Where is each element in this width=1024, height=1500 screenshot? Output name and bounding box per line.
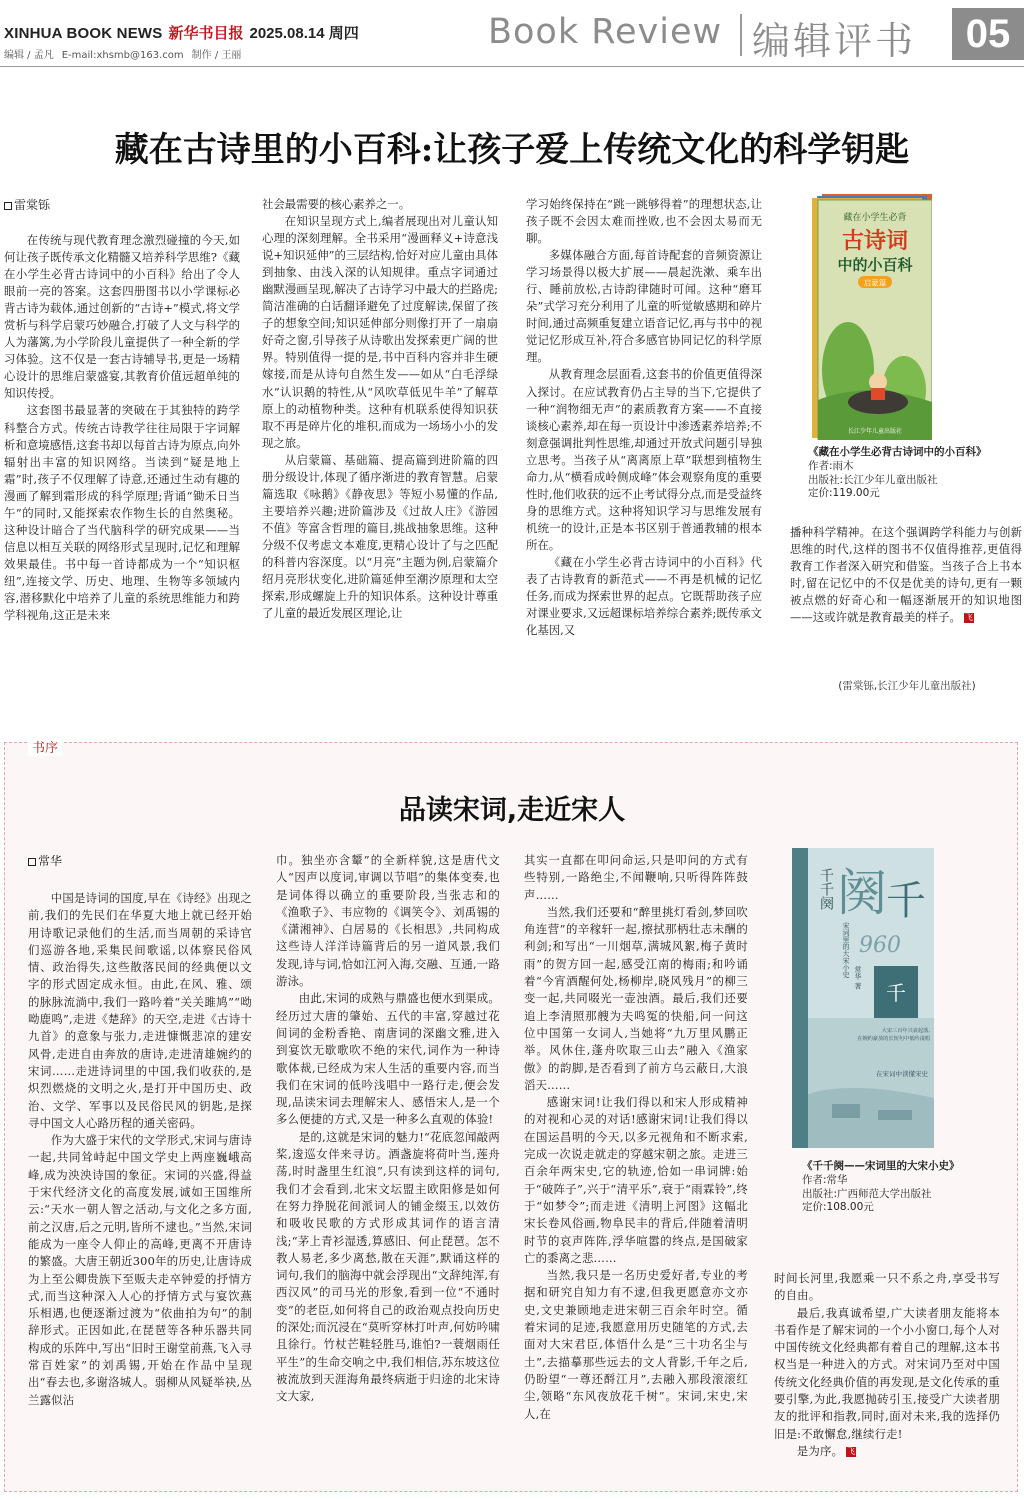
cover2-big-char-3: 千 — [886, 981, 906, 1005]
masthead-rule — [0, 66, 1024, 67]
book2-author: 作者:常华 — [802, 1173, 848, 1186]
cover2-tagline: 在宋词中读懂宋史 — [876, 1070, 928, 1078]
masthead — [0, 0, 1024, 70]
paragraph: 作为大盛于宋代的文学形式,宋词与唐诗一起,共同耸峙起中国文学史上两座巍峨高峰,成为泱泱诗国的象征。宋词的兴盛,得益于宋代经济文化的高度发展,诚如王国维所云:“天水一朝人智之活动,与文化之多方面,前之汉唐,后之元明,皆所不逮也。”当然,宋词能成为一座令人仰止的高峰,更离不开唐诗的繁盛。大唐王朝近300年的历史,让唐诗成为上至公卿贵族下至贩夫走卒钟爱的抒情方式,而当这种深入人心的抒情方式与宴饮燕乐相遇,也便逐渐过渡为“依曲拍为句”的制辞形式。正因如此,在琵琶等各种乐器共同构成的乐阵中,写出“旧时王谢堂前燕,飞入寻常百姓家”的刘禹锡,开始在作品中呈现出“春去也,多谢洛城人。弱柳从风疑举袂,丛兰露似沾 — [28, 1133, 252, 1407]
section-name-en: Book Review — [488, 12, 723, 52]
cover1-publisher: 长江少年儿童出版社 — [847, 428, 903, 435]
issue-date: 2025.08.14 周四 — [249, 25, 359, 42]
paragraph: 最后,我真诚希望,广大读者朋友能将本书看作是了解宋词的一个小小窗口,每个人对中国传统文化经典都有着自己的理解,这本书权当是一种进入的方式。对宋词乃至对中国传统文化经典价值的再发现,是文化传承的重要引擎,为此,我愿抛砖引玉,接受广大读者朋友的批评和指教,同时,面对未来,我的选择仍旧是:不敢懈怠,继续行走! — [774, 1305, 1000, 1441]
book1-price: 定价:119.00元 — [808, 487, 880, 500]
paragraph — [790, 524, 1022, 626]
article2-title: 品读宋词,走近宋人 — [398, 795, 626, 826]
cover2-number: 960 — [859, 933, 901, 958]
cover2-big-char-2: 千 — [886, 878, 926, 924]
paragraph: 在知识呈现方式上,编者展现出对儿童认知心理的深刻理解。全书采用“漫画释义+诗意浅说+知识延伸”的三层结构,恰好对应儿童由具体到抽象、由浅入深的认知规律。重点字词通过幽默漫画呈现,解决了古诗学习中最大的拦路虎;简洁准确的白话翻译避免了过度解读,保留了孩子的想象空间;知识延伸部分则像打开了一扇扇好奇之窗,引导孩子从诗歌出发探索更广阔的世界。特别值得一提的是,书中百科内容并非生硬嫁接,而是从诗句自然生发——如从“白毛浮绿水”认识鹅的特性,从“风吹草低见牛羊”了解草原上的动植物种类。这种有机联系使得知识获取不再是碎片化的堆积,而成为一场场小小的发现之旅。 — [262, 214, 498, 450]
email-credit: E-mail:xhsmb@163.com — [61, 50, 184, 61]
byline-box-icon — [28, 858, 36, 866]
byline-box-icon — [4, 202, 12, 210]
book2-title: 《千千阕——宋词里的大宋小史》 — [802, 1160, 960, 1172]
paragraph: 感谢宋词!让我们得以和宋人形成精神的对视和心灵的对话!感谢宋词!让我们得以在国运昌明的今天,以多元视角和不断求索,完成一次说走就走的穿越宋朝之旅。走进三百余年两宋史,它的轨迹,恰如一串词牌:始于“破阵子”,兴于“清平乐”,衰于“雨霖铃”,终于“如梦令”;而走进《清明上河图》这幅北宋长卷风俗画,物阜民丰的背后,伴随着清明时节的哀声阵阵,浮华喧嚣的终点,是国破家亡的黍离之悲…… — [524, 1095, 748, 1265]
paragraph — [774, 1443, 1000, 1460]
book1-publisher: 出版社:长江少年儿童出版社 — [808, 473, 938, 486]
article1-column-4 — [790, 524, 1022, 660]
article1-byline — [4, 196, 50, 213]
article1-author-credit: (雷棠铄,长江少年儿童出版社) — [838, 680, 976, 692]
cover2-blurb-2: 在婉约豪放的长短句中低吟浅唱 — [857, 1036, 930, 1042]
cover2-big-char-1: 阕 — [837, 864, 887, 922]
section-tag: 书序 — [28, 737, 62, 756]
paragraph: 当然,我们还要和“醉里挑灯看剑,梦回吹角连营”的辛稼轩一起,擦拭那柄壮志未酬的利剑;和写出“一川烟草,满城风絮,梅子黄时雨”的贺方回一起,感受江南的梅雨;和吟诵着“今宵酒醒何处,杨柳岸,晓风残月”的柳三变一起,共同啜光一壶浊酒。最后,我们还要追上李清照那艘为夫鸣冤的快船,问一问这位中国第一女词人,当她将“九万里风鹏正举。风休住,蓬舟吹取三山去”融入《渔家傲》的韵脚,是否看到了前方乌云蔽日,大浪滔天…… — [524, 904, 748, 1092]
paragraph: 社会最需要的核心素养之一。 — [262, 197, 411, 211]
article2-byline — [28, 852, 62, 869]
section-name-cn: 编辑评书 — [752, 19, 917, 63]
end-mark-icon: 飞 — [964, 613, 973, 623]
cover2-subtitle: 宋词里的大宋小史 — [842, 922, 850, 978]
article1-column-1 — [4, 232, 240, 710]
book-cover-image-1 — [808, 190, 932, 440]
paragraph: 从启蒙篇、基础篇、提高篇到进阶篇的四册分级设计,体现了循序渐进的教育智慧。启蒙篇选取《咏鹅》《静夜思》等短小易懂的作品,主要培养兴趣;进阶篇涉及《过故人庄》《游园不值》等富含哲理的篇目,挑战抽象思维。这种分级不仅考虑文本难度,更精心设计了与之匹配的科普内容深度。以“月亮”主题为例,启蒙篇介绍月亮形状变化,进阶篇延伸至潮汐原理和太空探索,形成螺旋上升的知识体系。这种设计尊重了儿童的最近发展区理论,让 — [262, 452, 498, 621]
editor-credit: 编辑 / 孟凡 — [4, 50, 54, 61]
paragraph: 在传统与现代教育理念激烈碰撞的今天,如何让孩子既传承文化精髓又培养科学思维?《藏在小学生必背古诗词中的小百科》给出了令人眼前一亮的答案。这套四册图书以小学课标必背古诗为载体,通过创新的“古诗+”模式,将文学赏析与科学启蒙巧妙融合,打破了人文与科学的人为藩篱,为小学阶段儿童提供了一种全新的学习体验。这不仅是一套古诗辅导书,更是一场精心设计的思维启蒙盛宴,其教育价值远超单纯的知识传授。 — [4, 233, 240, 401]
article2-column-4 — [774, 1270, 1000, 1490]
paper-name-cn: 新华书目报 — [168, 24, 244, 42]
cover1-title-2: 中的小百科 — [837, 256, 913, 274]
paragraph: 中国是诗词的国度,早在《诗经》出现之前,我们的先民们在华夏大地上就已经开始用诗歌记录他们的生活,而当周朝的采诗官们巡游各地,采集民间歌谣,以体察民俗风情、政治得失,这些散落民间的经典便以文字的形式固定成永恒。由此,在风、雅、颂的脉脉流淌中,我们一路吟着“关关雎鸠”“呦呦鹿鸣”,走进《楚辞》的天空,走进《古诗十九首》的意象与张力,走进慷慨悲凉的建安风骨,走进自由奔放的唐诗,走进清雄婉约的宋词……走进诗词里的中国,我们收获的,是炽烈燃烧的文明之火,是打开中国历史、政治、文学、军事以及民俗民风的钥匙,是探寻中国文人心路历程的通关密码。 — [28, 891, 252, 1130]
article1-author: 雷棠铄 — [14, 198, 51, 212]
cover1-title-1: 古诗词 — [841, 228, 909, 254]
paragraph: 学习始终保持在“跳一跳够得着”的理想状态,让孩子既不会因太难而挫败,也不会因太易而无聊。 — [526, 197, 762, 246]
cover1-volume: 启蒙篇 — [863, 278, 887, 288]
article1-column-2 — [262, 196, 498, 710]
article1-title: 藏在古诗里的小百科:让孩子爱上传统文化的科学钥匙 — [114, 130, 910, 170]
paragraph-text: 是为序。 — [796, 1443, 844, 1458]
paragraph: 这套图书最显著的突破在于其独特的跨学科整合方式。传统古诗教学往往局限于字词解析和意境感悟,这套书却以每首古诗为原点,向外辐射出丰富的知识网络。当读到“疑是地上霜”时,孩子不仅理解了诗意,还通过生动有趣的漫画了解到霜形成的科学原理;背诵“锄禾日当午”的同时,又能探索农作物生长的自然奥秘。这种设计暗合了当代脑科学的研究成果——当信息以相互关联的网络形式呈现时,记忆和理解效果最佳。书中每一首诗都成为一个“知识枢纽”,连接文学、历史、地理、生物等多领域内容,潜移默化中培养了儿童的系统思维能力和跨学科视角,这正是未来 — [4, 403, 240, 623]
book1-title: 《藏在小学生必背古诗词中的小百科》 — [808, 446, 987, 458]
cover2-blurb-1: 大宋三百年兴衰起落, — [881, 1028, 930, 1034]
staff-credits — [4, 46, 249, 61]
paragraph: 是的,这就是宋词的魅力!“花底忽闻敲两桨,逡巡女伴来寻访。酒盏旋将荷叶当,莲舟荡,时时盏里生红浪”,只有读到这样的词句,我们才会看到,北宋文坛盟主欧阳修是如何在努力挣脱花间派词人的铺金缀玉,以效仿和吸收民歌的方式形成其词作的语言清浅;“茅上青衫湿透,算感旧、何止琵琶。怎不教人易老,多少离愁,散在天涯”,默诵这样的词句,我们的脑海中就会浮现出“文辞纯浑,有西汉风”的司马光的形象,看到一位“不通时变”的老臣,如何将自己的政治观点投向历史的深处;而沉浸在“莫听穿林打叶声,何妨吟啸且徐行。竹杖芒鞋轻胜马,谁怕?一蓑烟雨任平生”的生命交响之中,我们相信,苏东坡这位被流放到天涯海角最终病逝于归途的北宋诗文大家, — [276, 1129, 500, 1404]
paragraph: 由此,宋词的成熟与鼎盛也便水到渠成。经历过大唐的肇始、五代的丰富,穿越过花间词的金粉香艳、南唐词的深幽文雅,进入到宴饮无歇歌吹不绝的宋代,词作为一种诗歌体裁,已经成为宋人生活的重要内容,而当我们在宋词的低吟浅唱中一路行走,便会发现,品读宋词去理解宋人、感悟宋人,是一个多么便捷的方式,又是一种多么直观的体验! — [276, 991, 500, 1127]
paragraph-text: 播种科学精神。在这个强调跨学科能力与创新思维的时代,这样的图书不仅值得推荐,更值得教育工作者深入研究和借鉴。当孩子合上书本时,留在记忆中的不仅是优美的诗句,更有一颗被点燃的好奇心和一幅逐渐展开的知识地图——这或许就是教育最美的样子。 — [790, 525, 1022, 625]
paper-nameplate — [4, 22, 359, 43]
article2-column-3 — [524, 852, 748, 1490]
article2-column-1 — [28, 890, 252, 1490]
paragraph: 当然,我只是一名历史爱好者,专业的考据和研究自知力有不逮,但我更愿意亦文亦史,文史兼顾地走进宋朝三百余年时空。循着宋词的足迹,我愿意用历史随笔的方式,去面对大宋君臣,体悟什么是“三十功名尘与土”,去描摹那些远去的文人背影,千年之后,仍盼望“一尊还酹江月”,去融入那段滚滚红尘,领略“东风夜放花千树”。宋词,宋史,宋人,在 — [524, 1268, 748, 1421]
book2-publisher: 出版社:广西师范大学出版社 — [802, 1187, 932, 1200]
page-number: 05 — [952, 8, 1024, 60]
paragraph: 巾。独坐亦含颦”的全新样貌,这是唐代文人“因声以度词,审调以节唱”的集体变奏,也是词体得以确立的重要阶段,当张志和的《渔歌子》、韦应物的《调笑令》、刘禹锡的《潇湘神》、白居易的《长相思》,共同构成这些诗人洋洋诗篇背后的另一道风景,我们发现,诗与词,恰如江河入海,交融、互通,一路游泳。 — [276, 853, 500, 989]
article2-column-2 — [276, 852, 500, 1490]
paragraph: 从教育理念层面看,这套书的价值更值得深入探讨。在应试教育仍占主导的当下,它提供了一种“润物细无声”的素质教育方案——不直接谈核心素养,却在每一页设计中渗透素养培养;不刻意强调批判性思维,却通过开放式问题引导独立思考。当孩子从“离离原上草”联想到植物生命力,从“横看成岭侧成峰”体会观察角度的重要性时,他们收获的远不止考试得分点,而是受益终身的思维方式。这种将知识学习与思维发展有机统一的设计,正是本书区别于普通教辅的根本所在。 — [526, 367, 762, 552]
paragraph: 时间长河里,我愿乘一只不系之舟,享受书写的自由。 — [774, 1271, 1000, 1303]
masthead-divider — [740, 14, 742, 56]
cover2-author: 常华 著 — [854, 966, 862, 990]
producer-credit: 制作 / 王丽 — [191, 50, 242, 61]
book1-author: 作者:雨木 — [808, 459, 854, 472]
paper-name-en: XINHUA BOOK NEWS — [4, 25, 163, 42]
book-info-1 — [808, 446, 1022, 501]
paragraph: 多媒体融合方面,每首诗配套的音频资源让学习场景得以极大扩展——晨起洗漱、乘车出行、睡前放松,古诗韵律随时可闻。这种“磨耳朵”式学习充分利用了儿童的听觉敏感期和碎片时间,通过高频重复建立语音记忆,再与书中的视觉记忆形成互补,符合多感官协同记忆的科学原理。 — [526, 248, 762, 365]
paragraph: 《藏在小学生必背古诗词中的小百科》代表了古诗教育的新范式——不再是机械的记忆任务,而成为探索世界的起点。它既帮助孩子应对课业要求,又远超课标培养综合素养;既传承文化基因,又 — [526, 554, 762, 638]
cover2-title-vertical: 千千阕 — [818, 868, 834, 910]
book-info-2 — [802, 1160, 1016, 1215]
book-cover-image-2 — [792, 848, 934, 1148]
end-mark-icon: 飞 — [847, 1446, 856, 1456]
cover1-series: 藏在小学生必背 — [843, 213, 907, 223]
article2-author: 常华 — [38, 854, 63, 868]
book2-price: 定价:108.00元 — [802, 1201, 874, 1214]
paragraph: 其实一直都在叩问命运,只是叩问的方式有些特别,一路绝尘,不闻鞭响,只听得阵阵鼓声…… — [524, 853, 748, 902]
article1-column-3 — [526, 196, 762, 710]
